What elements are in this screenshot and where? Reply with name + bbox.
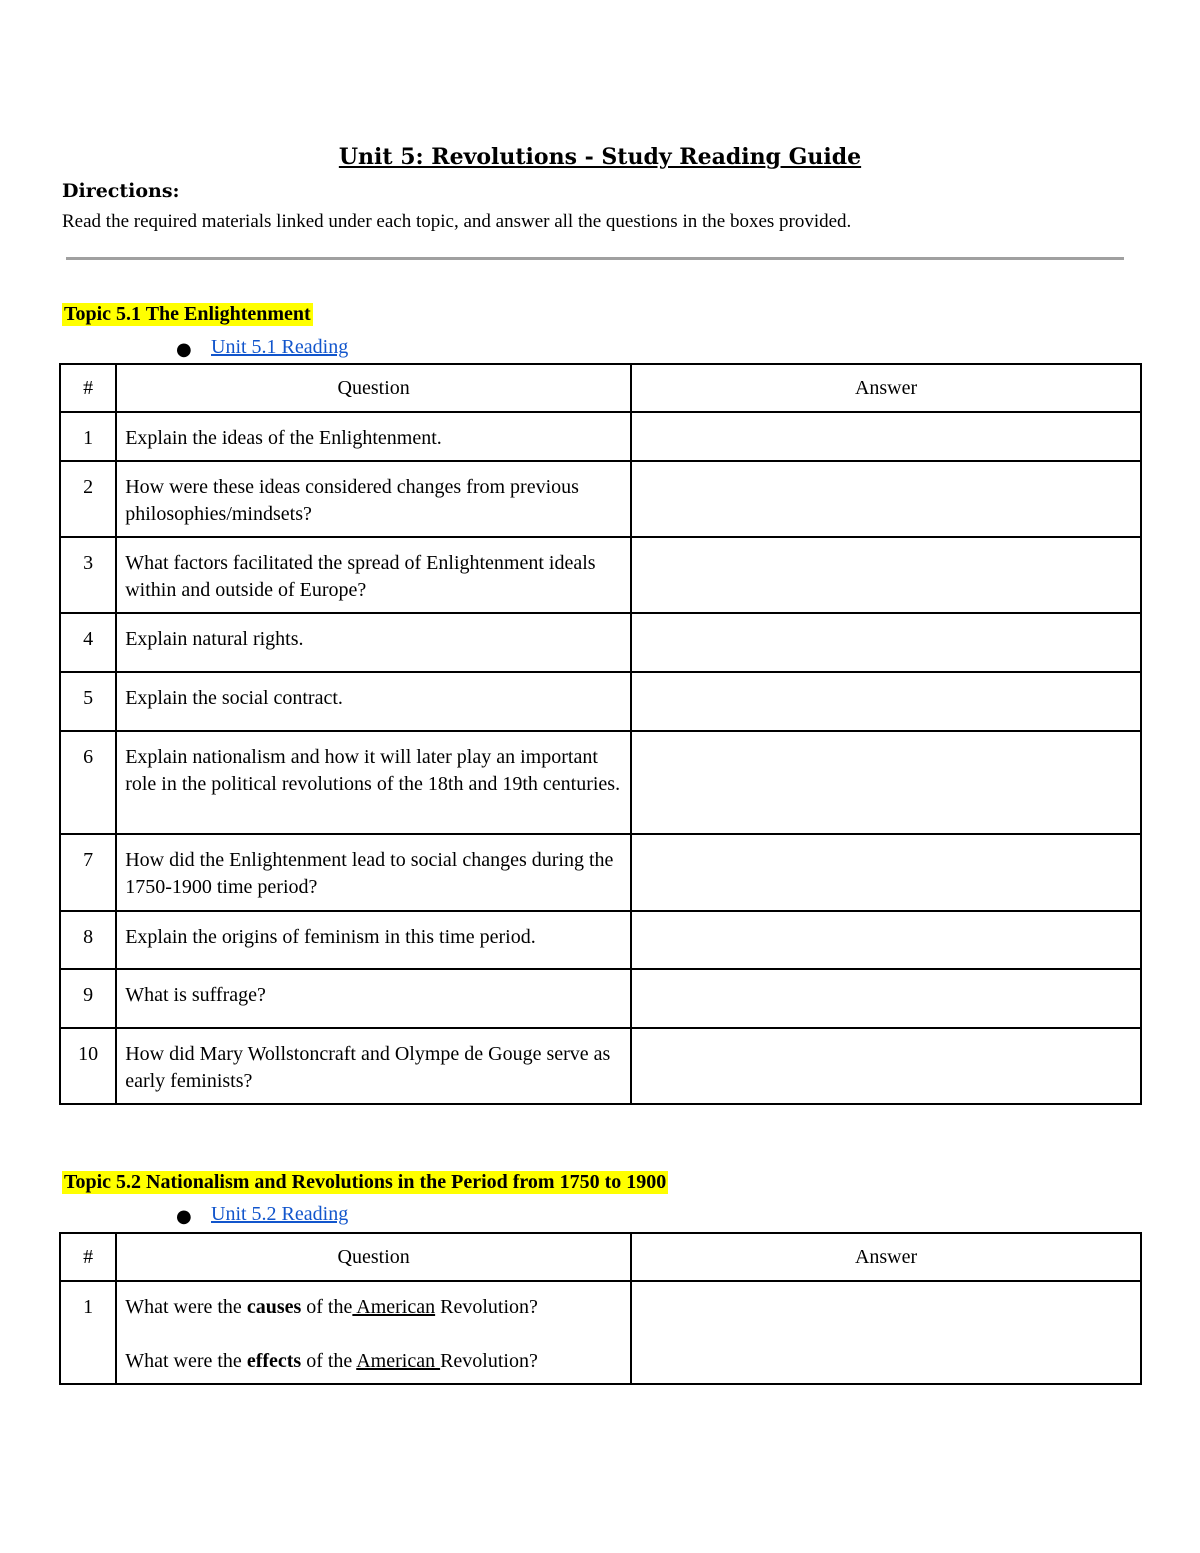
question-text: What is suffrage? — [116, 969, 631, 1028]
text-segment: Revolution? — [440, 1350, 538, 1372]
answer-cell[interactable] — [631, 537, 1141, 613]
question-text: Explain the ideas of the Enlightenment. — [116, 412, 631, 461]
row-number: 5 — [60, 672, 116, 731]
table-row — [60, 1028, 1141, 1104]
table-row — [60, 911, 1141, 969]
header-number: # — [60, 364, 116, 412]
directions-label: Directions: — [62, 180, 180, 202]
table-header-row — [60, 364, 1141, 412]
bold-keyword: effects — [246, 1350, 302, 1372]
answer-cell[interactable] — [631, 969, 1141, 1028]
question-text: How did Mary Wollstoncraft and Olympe de Gouge serve as early feminists? — [116, 1028, 631, 1104]
horizontal-divider — [66, 257, 1124, 260]
bold-keyword: causes — [246, 1296, 302, 1318]
text-segment: of the — [301, 1350, 357, 1372]
answer-cell[interactable] — [631, 613, 1141, 672]
answer-cell[interactable] — [631, 412, 1141, 461]
bullet-icon: ● — [176, 1206, 192, 1227]
header-number: # — [60, 1233, 116, 1281]
document-title: Unit 5: Revolutions - Study Reading Guide — [338, 144, 862, 170]
table-row — [60, 412, 1141, 461]
row-number: 9 — [60, 969, 116, 1028]
table-row — [60, 461, 1141, 537]
answer-cell[interactable] — [631, 911, 1141, 969]
row-number: 3 — [60, 537, 116, 613]
question-text — [116, 1281, 631, 1384]
header-question: Question — [116, 364, 631, 412]
topic-heading-5-2: Topic 5.2 Nationalism and Revolutions in the Period from 1750 to 1900 — [64, 1171, 667, 1193]
topic-5-2-table — [59, 1232, 1142, 1385]
table-row — [60, 613, 1141, 672]
row-number: 8 — [60, 911, 116, 969]
header-question: Question — [116, 1233, 631, 1281]
table-header-row — [60, 1233, 1141, 1281]
row-number: 4 — [60, 613, 116, 672]
unit-5-2-reading-link[interactable]: Unit 5.2 Reading — [211, 1203, 349, 1225]
topic-heading-5-1: Topic 5.1 The Enlightenment — [64, 303, 311, 325]
row-number: 6 — [60, 731, 116, 834]
question-text: Explain the origins of feminism in this time period. — [116, 911, 631, 969]
row-number: 7 — [60, 834, 116, 911]
question-text: How were these ideas considered changes from previous philosophies/mindsets? — [116, 461, 631, 537]
underlined-term: American — [352, 1296, 436, 1318]
answer-cell[interactable] — [631, 1281, 1141, 1384]
topic-5-1-table — [59, 363, 1142, 1105]
answer-cell[interactable] — [631, 461, 1141, 537]
header-answer: Answer — [631, 1233, 1141, 1281]
answer-cell[interactable] — [631, 731, 1141, 834]
table-row — [60, 1281, 1141, 1384]
question-text: How did the Enlightenment lead to social changes during the 1750-1900 time period? — [116, 834, 631, 911]
text-segment: What were the — [125, 1350, 247, 1372]
text-segment: of the — [301, 1296, 353, 1318]
table-row — [60, 969, 1141, 1028]
answer-cell[interactable] — [631, 1028, 1141, 1104]
underlined-term: American — [356, 1350, 441, 1372]
question-effects — [125, 1348, 622, 1375]
text-segment: Revolution? — [435, 1296, 538, 1318]
answer-cell[interactable] — [631, 834, 1141, 911]
table-row — [60, 537, 1141, 613]
row-number: 1 — [60, 412, 116, 461]
row-number: 1 — [60, 1281, 116, 1384]
unit-5-1-reading-link[interactable]: Unit 5.1 Reading — [211, 336, 349, 358]
answer-cell[interactable] — [631, 672, 1141, 731]
question-text: Explain the social contract. — [116, 672, 631, 731]
question-text: Explain natural rights. — [116, 613, 631, 672]
row-number: 2 — [60, 461, 116, 537]
text-segment: What were the — [125, 1296, 247, 1318]
table-row — [60, 834, 1141, 911]
directions-text: Read the required materials linked under each topic, and answer all the questions in the boxes provided. — [62, 211, 852, 232]
bullet-icon: ● — [176, 339, 192, 360]
table-row — [60, 731, 1141, 834]
question-causes — [125, 1294, 622, 1321]
header-answer: Answer — [631, 364, 1141, 412]
row-number: 10 — [60, 1028, 116, 1104]
question-text: What factors facilitated the spread of Enlightenment ideals within and outside of Europe? — [116, 537, 631, 613]
table-row — [60, 672, 1141, 731]
question-text: Explain nationalism and how it will later play an important role in the political revolutions of the 18th and 19th centuries. — [116, 731, 631, 834]
